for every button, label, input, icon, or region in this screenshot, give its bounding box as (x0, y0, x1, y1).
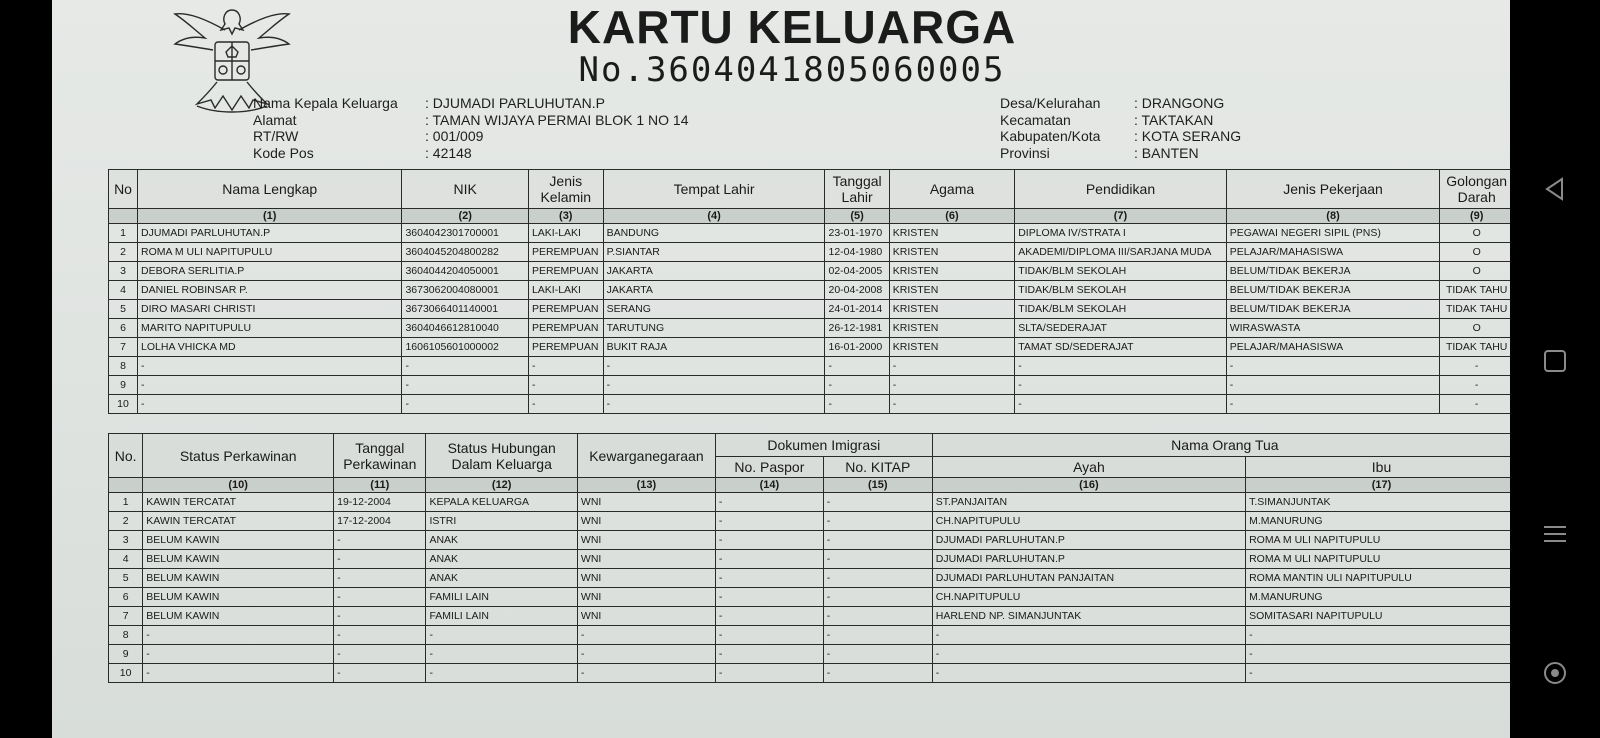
cell-nik: 3673066401140001 (402, 300, 529, 319)
col-header-jenis-kelamin: Jenis Kelamin (528, 170, 603, 209)
col-number-tanggal-lahir: (5) (825, 209, 889, 224)
cell-golongan-darah: - (1440, 357, 1510, 376)
col-header-status-perkawinan: Status Perkawinan (143, 434, 334, 478)
cell-ibu: T.SIMANJUNTAK (1246, 493, 1510, 512)
cell-pendidikan: AKADEMI/DIPLOMA III/SARJANA MUDA (1015, 243, 1227, 262)
cell-status-perkawinan: KAWIN TERCATAT (143, 493, 334, 512)
cell-golongan-darah: O (1440, 243, 1510, 262)
col-header-no: No. (109, 434, 143, 478)
cell-nik: 3604044204050001 (402, 262, 529, 281)
cell-no-paspor: - (715, 569, 823, 588)
field-value: : DRANGONG (1134, 95, 1225, 111)
cell-pendidikan: - (1015, 376, 1227, 395)
cell-nik: 3673062004080001 (402, 281, 529, 300)
cell-tanggal-perkawinan: - (334, 607, 426, 626)
cell-jenis-kelamin: PEREMPUAN (528, 300, 603, 319)
cell-ayah: - (932, 664, 1245, 683)
table-row (109, 588, 1511, 607)
table-row (109, 512, 1511, 531)
cell-tanggal-perkawinan: - (334, 664, 426, 683)
assistant-button[interactable] (1510, 653, 1600, 693)
cell-tempat-lahir: TARUTUNG (603, 319, 825, 338)
home-button[interactable] (1510, 341, 1600, 381)
cell-jenis-kelamin: PEREMPUAN (528, 338, 603, 357)
cell-no: 7 (109, 607, 143, 626)
cell-tanggal-perkawinan: - (334, 569, 426, 588)
cell-status-hubungan: FAMILI LAIN (426, 588, 577, 607)
col-number-jenis-pekerjaan: (8) (1226, 209, 1440, 224)
cell-no: 5 (109, 569, 143, 588)
family-card-document (52, 0, 1510, 738)
col-header-tempat-lahir: Tempat Lahir (603, 170, 825, 209)
cell-no: 6 (109, 319, 138, 338)
home-icon (1542, 348, 1568, 374)
cell-nama-lengkap: - (138, 357, 402, 376)
cell-kewarganegaraan: - (577, 645, 715, 664)
col-number-ayah: (16) (932, 478, 1245, 493)
cell-golongan-darah: O (1440, 262, 1510, 281)
header-left-info (253, 95, 688, 161)
cell-no-kitap: - (823, 512, 932, 531)
cell-status-perkawinan: - (143, 626, 334, 645)
col-number-tanggal-perkawinan: (11) (334, 478, 426, 493)
cell-tempat-lahir: - (603, 357, 825, 376)
cell-no-paspor: - (715, 531, 823, 550)
cell-golongan-darah: - (1440, 395, 1510, 414)
cell-pendidikan: TIDAK/BLM SEKOLAH (1015, 262, 1227, 281)
cell-no: 1 (109, 493, 143, 512)
cell-no-kitap: - (823, 626, 932, 645)
cell-tanggal-lahir: 20-04-2008 (825, 281, 889, 300)
cell-golongan-darah: TIDAK TAHU (1440, 281, 1510, 300)
cell-no-kitap: - (823, 569, 932, 588)
header-field (253, 145, 688, 162)
cell-kewarganegaraan: WNI (577, 607, 715, 626)
cell-nik: 1606105601000002 (402, 338, 529, 357)
col-number-no-kitap: (15) (823, 478, 932, 493)
cell-nama-lengkap: DJUMADI PARLUHUTAN.P (138, 224, 402, 243)
cell-status-perkawinan: BELUM KAWIN (143, 569, 334, 588)
cell-agama: KRISTEN (889, 243, 1014, 262)
cell-tempat-lahir: P.SIANTAR (603, 243, 825, 262)
col-number-agama: (6) (889, 209, 1014, 224)
cell-pendidikan: SLTA/SEDERAJAT (1015, 319, 1227, 338)
cell-tanggal-lahir: 02-04-2005 (825, 262, 889, 281)
col-header-tanggal-lahir: Tanggal Lahir (825, 170, 889, 209)
cell-nik: - (402, 357, 529, 376)
cell-kewarganegaraan: WNI (577, 512, 715, 531)
back-button[interactable] (1510, 169, 1600, 209)
field-label: Desa/Kelurahan (1000, 95, 1101, 111)
header-field (1000, 112, 1241, 129)
cell-no: 2 (109, 243, 138, 262)
cell-no-paspor: - (715, 493, 823, 512)
cell-no-paspor: - (715, 550, 823, 569)
cell-nama-lengkap: - (138, 376, 402, 395)
cell-agama: KRISTEN (889, 338, 1014, 357)
cell-tanggal-lahir: - (825, 357, 889, 376)
cell-status-hubungan: - (426, 664, 577, 683)
cell-no: 7 (109, 338, 138, 357)
col-header-no-kitap: No. KITAP (823, 457, 932, 478)
table-row (109, 569, 1511, 588)
cell-tempat-lahir: - (603, 376, 825, 395)
field-label: RT/RW (253, 128, 299, 144)
cell-nama-lengkap: DIRO MASARI CHRISTI (138, 300, 402, 319)
cell-ibu: SOMITASARI NAPITUPULU (1246, 607, 1510, 626)
cell-status-hubungan: KEPALA KELUARGA (426, 493, 577, 512)
cell-no: 3 (109, 531, 143, 550)
cell-tempat-lahir: BANDUNG (603, 224, 825, 243)
cell-ibu: ROMA MANTIN ULI NAPITUPULU (1246, 569, 1510, 588)
col-header-no: No (109, 170, 138, 209)
table-row (109, 300, 1511, 319)
cell-jenis-pekerjaan: PELAJAR/MAHASISWA (1226, 243, 1440, 262)
cell-tanggal-lahir: 23-01-1970 (825, 224, 889, 243)
cell-status-perkawinan: - (143, 645, 334, 664)
cell-no-paspor: - (715, 607, 823, 626)
header-field (253, 112, 688, 129)
col-number-tempat-lahir: (4) (603, 209, 825, 224)
cell-pendidikan: - (1015, 357, 1227, 376)
col-number-status-hubungan: (12) (426, 478, 577, 493)
col-header-dokumen-imigrasi: Dokumen Imigrasi (715, 434, 932, 457)
header-field (253, 128, 688, 145)
cell-jenis-pekerjaan: - (1226, 357, 1440, 376)
cell-tanggal-lahir: 12-04-1980 (825, 243, 889, 262)
table-row (109, 395, 1511, 414)
family-card-number: No.3604041805060005 (578, 50, 1006, 90)
cell-jenis-pekerjaan: BELUM/TIDAK BEKERJA (1226, 281, 1440, 300)
cell-nama-lengkap: MARITO NAPITUPULU (138, 319, 402, 338)
cell-status-hubungan: ISTRI (426, 512, 577, 531)
cell-nama-lengkap: ROMA M ULI NAPITUPULU (138, 243, 402, 262)
cell-nik: - (402, 395, 529, 414)
field-value: : BANTEN (1134, 144, 1199, 161)
cell-jenis-kelamin: PEREMPUAN (528, 319, 603, 338)
header-field (253, 95, 688, 112)
cell-golongan-darah: TIDAK TAHU (1440, 300, 1510, 319)
cell-jenis-kelamin: - (528, 395, 603, 414)
cell-agama: - (889, 376, 1014, 395)
cell-nik: 3604046612810040 (402, 319, 529, 338)
assistant-icon (1542, 660, 1568, 686)
cell-status-hubungan: - (426, 626, 577, 645)
cell-pendidikan: - (1015, 395, 1227, 414)
cell-nik: 3604042301700001 (402, 224, 529, 243)
cell-kewarganegaraan: WNI (577, 588, 715, 607)
col-number-no (109, 478, 143, 493)
cell-no-kitap: - (823, 588, 932, 607)
field-value: : DJUMADI PARLUHUTAN.P (425, 95, 605, 111)
cell-nama-lengkap: - (138, 395, 402, 414)
cell-status-perkawinan: BELUM KAWIN (143, 588, 334, 607)
cell-jenis-pekerjaan: PELAJAR/MAHASISWA (1226, 338, 1440, 357)
field-label: Kabupaten/Kota (1000, 128, 1101, 144)
col-number-pendidikan: (7) (1015, 209, 1227, 224)
cell-status-hubungan: FAMILI LAIN (426, 607, 577, 626)
col-number-jenis-kelamin: (3) (528, 209, 603, 224)
family-status-table (108, 433, 1510, 683)
header-field (1000, 128, 1241, 145)
cell-no-paspor: - (715, 645, 823, 664)
cell-status-perkawinan: - (143, 664, 334, 683)
cell-jenis-pekerjaan: - (1226, 376, 1440, 395)
cell-agama: KRISTEN (889, 281, 1014, 300)
cell-no-kitap: - (823, 607, 932, 626)
cell-ibu: M.MANURUNG (1246, 588, 1510, 607)
cell-tanggal-lahir: - (825, 376, 889, 395)
table-row (109, 224, 1511, 243)
cell-no: 8 (109, 626, 143, 645)
menu-icon (1542, 521, 1568, 547)
field-value: : 001/009 (425, 128, 484, 144)
col-header-ibu: Ibu (1246, 457, 1510, 478)
cell-kewarganegaraan: - (577, 664, 715, 683)
cell-kewarganegaraan: WNI (577, 531, 715, 550)
field-label: Kecamatan (1000, 111, 1071, 128)
cell-kewarganegaraan: WNI (577, 569, 715, 588)
table-row (109, 664, 1511, 683)
cell-tanggal-perkawinan: - (334, 531, 426, 550)
col-header-nama-lengkap: Nama Lengkap (138, 170, 402, 209)
cell-jenis-kelamin: PEREMPUAN (528, 243, 603, 262)
cell-ibu: ROMA M ULI NAPITUPULU (1246, 550, 1510, 569)
family-members-table (108, 169, 1510, 414)
cell-tempat-lahir: SERANG (603, 300, 825, 319)
cell-status-perkawinan: KAWIN TERCATAT (143, 512, 334, 531)
cell-ayah: DJUMADI PARLUHUTAN PANJAITAN (932, 569, 1245, 588)
android-navigation-bar (1510, 0, 1600, 738)
col-header-status-hubungan: Status Hubungan Dalam Keluarga (426, 434, 577, 478)
cell-pendidikan: TIDAK/BLM SEKOLAH (1015, 281, 1227, 300)
field-value: : 42148 (425, 144, 472, 161)
col-header-golongan-darah: Golongan Darah (1440, 170, 1510, 209)
table-row (109, 319, 1511, 338)
col-header-kewarganegaraan: Kewarganegaraan (577, 434, 715, 478)
field-label: Nama Kepala Keluarga (253, 95, 398, 111)
cell-nama-lengkap: LOLHA VHICKA MD (138, 338, 402, 357)
cell-no: 5 (109, 300, 138, 319)
col-header-nama-orang-tua: Nama Orang Tua (932, 434, 1510, 457)
table-row (109, 262, 1511, 281)
cell-ayah: ST.PANJAITAN (932, 493, 1245, 512)
cell-tempat-lahir: - (603, 395, 825, 414)
table-row (109, 357, 1511, 376)
cell-jenis-pekerjaan: PEGAWAI NEGERI SIPIL (PNS) (1226, 224, 1440, 243)
table-row (109, 626, 1511, 645)
cell-status-hubungan: ANAK (426, 550, 577, 569)
cell-status-hubungan: - (426, 645, 577, 664)
col-header-pendidikan: Pendidikan (1015, 170, 1227, 209)
col-number-nik: (2) (402, 209, 529, 224)
cell-ibu: - (1246, 645, 1510, 664)
table-row (109, 281, 1511, 300)
cell-pendidikan: DIPLOMA IV/STRATA I (1015, 224, 1227, 243)
col-number-ibu: (17) (1246, 478, 1510, 493)
cell-ibu: ROMA M ULI NAPITUPULU (1246, 531, 1510, 550)
cell-agama: KRISTEN (889, 300, 1014, 319)
cell-tanggal-perkawinan: - (334, 626, 426, 645)
cell-jenis-kelamin: LAKI-LAKI (528, 224, 603, 243)
table-row (109, 550, 1511, 569)
cell-no: 4 (109, 550, 143, 569)
cell-ayah: DJUMADI PARLUHUTAN.P (932, 531, 1245, 550)
cell-tanggal-perkawinan: 19-12-2004 (334, 493, 426, 512)
table-row (109, 607, 1511, 626)
cell-no-kitap: - (823, 550, 932, 569)
col-number-kewarganegaraan: (13) (577, 478, 715, 493)
cell-no-paspor: - (715, 626, 823, 645)
cell-tanggal-perkawinan: 17-12-2004 (334, 512, 426, 531)
cell-tanggal-lahir: - (825, 395, 889, 414)
table-row (109, 645, 1511, 664)
cell-golongan-darah: TIDAK TAHU (1440, 338, 1510, 357)
cell-ibu: - (1246, 664, 1510, 683)
cell-no-paspor: - (715, 512, 823, 531)
col-header-agama: Agama (889, 170, 1014, 209)
cell-tanggal-perkawinan: - (334, 550, 426, 569)
cell-no-kitap: - (823, 645, 932, 664)
cell-golongan-darah: O (1440, 319, 1510, 338)
cell-pendidikan: TIDAK/BLM SEKOLAH (1015, 300, 1227, 319)
cell-tempat-lahir: JAKARTA (603, 281, 825, 300)
cell-agama: KRISTEN (889, 319, 1014, 338)
col-number-no (109, 209, 138, 224)
cell-jenis-pekerjaan: - (1226, 395, 1440, 414)
cell-agama: KRISTEN (889, 224, 1014, 243)
cell-kewarganegaraan: - (577, 626, 715, 645)
cell-kewarganegaraan: WNI (577, 550, 715, 569)
cell-no-paspor: - (715, 588, 823, 607)
cell-tanggal-perkawinan: - (334, 588, 426, 607)
header-right-info (1000, 95, 1241, 161)
back-icon (1542, 176, 1568, 202)
cell-status-perkawinan: BELUM KAWIN (143, 550, 334, 569)
cell-jenis-pekerjaan: BELUM/TIDAK BEKERJA (1226, 262, 1440, 281)
cell-golongan-darah: - (1440, 376, 1510, 395)
cell-jenis-kelamin: PEREMPUAN (528, 262, 603, 281)
cell-tempat-lahir: JAKARTA (603, 262, 825, 281)
cell-tanggal-lahir: 16-01-2000 (825, 338, 889, 357)
col-number-no-paspor: (14) (715, 478, 823, 493)
cell-tanggal-lahir: 26-12-1981 (825, 319, 889, 338)
cell-no: 1 (109, 224, 138, 243)
col-number-status-perkawinan: (10) (143, 478, 334, 493)
cell-no-kitap: - (823, 493, 932, 512)
cell-ibu: M.MANURUNG (1246, 512, 1510, 531)
cell-jenis-kelamin: - (528, 357, 603, 376)
table-row (109, 338, 1511, 357)
cell-ayah: CH.NAPITUPULU (932, 512, 1245, 531)
cell-jenis-pekerjaan: BELUM/TIDAK BEKERJA (1226, 300, 1440, 319)
cell-no: 9 (109, 376, 138, 395)
cell-tempat-lahir: BUKIT RAJA (603, 338, 825, 357)
field-label: Kode Pos (253, 144, 314, 161)
header-field (1000, 145, 1241, 162)
col-header-ayah: Ayah (932, 457, 1245, 478)
document-title: KARTU KELUARGA (567, 1, 1017, 53)
field-label: Provinsi (1000, 144, 1050, 161)
cell-agama: - (889, 357, 1014, 376)
cell-no: 4 (109, 281, 138, 300)
cell-jenis-pekerjaan: WIRASWASTA (1226, 319, 1440, 338)
table-row (109, 531, 1511, 550)
field-value: : TAKTAKAN (1134, 111, 1214, 128)
cell-ayah: - (932, 626, 1245, 645)
cell-nama-lengkap: DANIEL ROBINSAR P. (138, 281, 402, 300)
cell-status-perkawinan: BELUM KAWIN (143, 607, 334, 626)
cell-golongan-darah: O (1440, 224, 1510, 243)
cell-no: 3 (109, 262, 138, 281)
col-header-tanggal-perkawinan: Tanggal Perkawinan (334, 434, 426, 478)
table-row (109, 376, 1511, 395)
cell-ayah: DJUMADI PARLUHUTAN.P (932, 550, 1245, 569)
cell-no: 8 (109, 357, 138, 376)
cell-tanggal-lahir: 24-01-2014 (825, 300, 889, 319)
cell-nama-lengkap: DEBORA SERLITIA.P (138, 262, 402, 281)
cell-ayah: CH.NAPITUPULU (932, 588, 1245, 607)
field-value: : KOTA SERANG (1134, 128, 1242, 144)
col-header-no-paspor: No. Paspor (715, 457, 823, 478)
cell-no: 2 (109, 512, 143, 531)
cell-nik: - (402, 376, 529, 395)
cell-no-kitap: - (823, 531, 932, 550)
cell-jenis-kelamin: LAKI-LAKI (528, 281, 603, 300)
header-field (1000, 95, 1241, 112)
col-number-nama-lengkap: (1) (138, 209, 402, 224)
cell-jenis-kelamin: - (528, 376, 603, 395)
cell-no: 10 (109, 664, 143, 683)
cell-status-hubungan: ANAK (426, 531, 577, 550)
cell-no: 10 (109, 395, 138, 414)
cell-nik: 3604045204800282 (402, 243, 529, 262)
cell-status-perkawinan: BELUM KAWIN (143, 531, 334, 550)
col-header-jenis-pekerjaan: Jenis Pekerjaan (1226, 170, 1440, 209)
cell-status-hubungan: ANAK (426, 569, 577, 588)
cell-agama: KRISTEN (889, 262, 1014, 281)
table-row (109, 243, 1511, 262)
cell-no-paspor: - (715, 664, 823, 683)
field-label: Alamat (253, 111, 297, 128)
cell-tanggal-perkawinan: - (334, 645, 426, 664)
cell-agama: - (889, 395, 1014, 414)
cell-no-kitap: - (823, 664, 932, 683)
table-row (109, 493, 1511, 512)
cell-ibu: - (1246, 626, 1510, 645)
col-header-nik: NIK (402, 170, 529, 209)
field-value: : TAMAN WIJAYA PERMAI BLOK 1 NO 14 (425, 111, 689, 128)
cell-no: 6 (109, 588, 143, 607)
cell-ayah: HARLEND NP. SIMANJUNTAK (932, 607, 1245, 626)
cell-no: 9 (109, 645, 143, 664)
menu-button[interactable] (1510, 514, 1600, 554)
col-number-golongan-darah: (9) (1440, 209, 1510, 224)
cell-ayah: - (932, 645, 1245, 664)
cell-pendidikan: TAMAT SD/SEDERAJAT (1015, 338, 1227, 357)
cell-kewarganegaraan: WNI (577, 493, 715, 512)
